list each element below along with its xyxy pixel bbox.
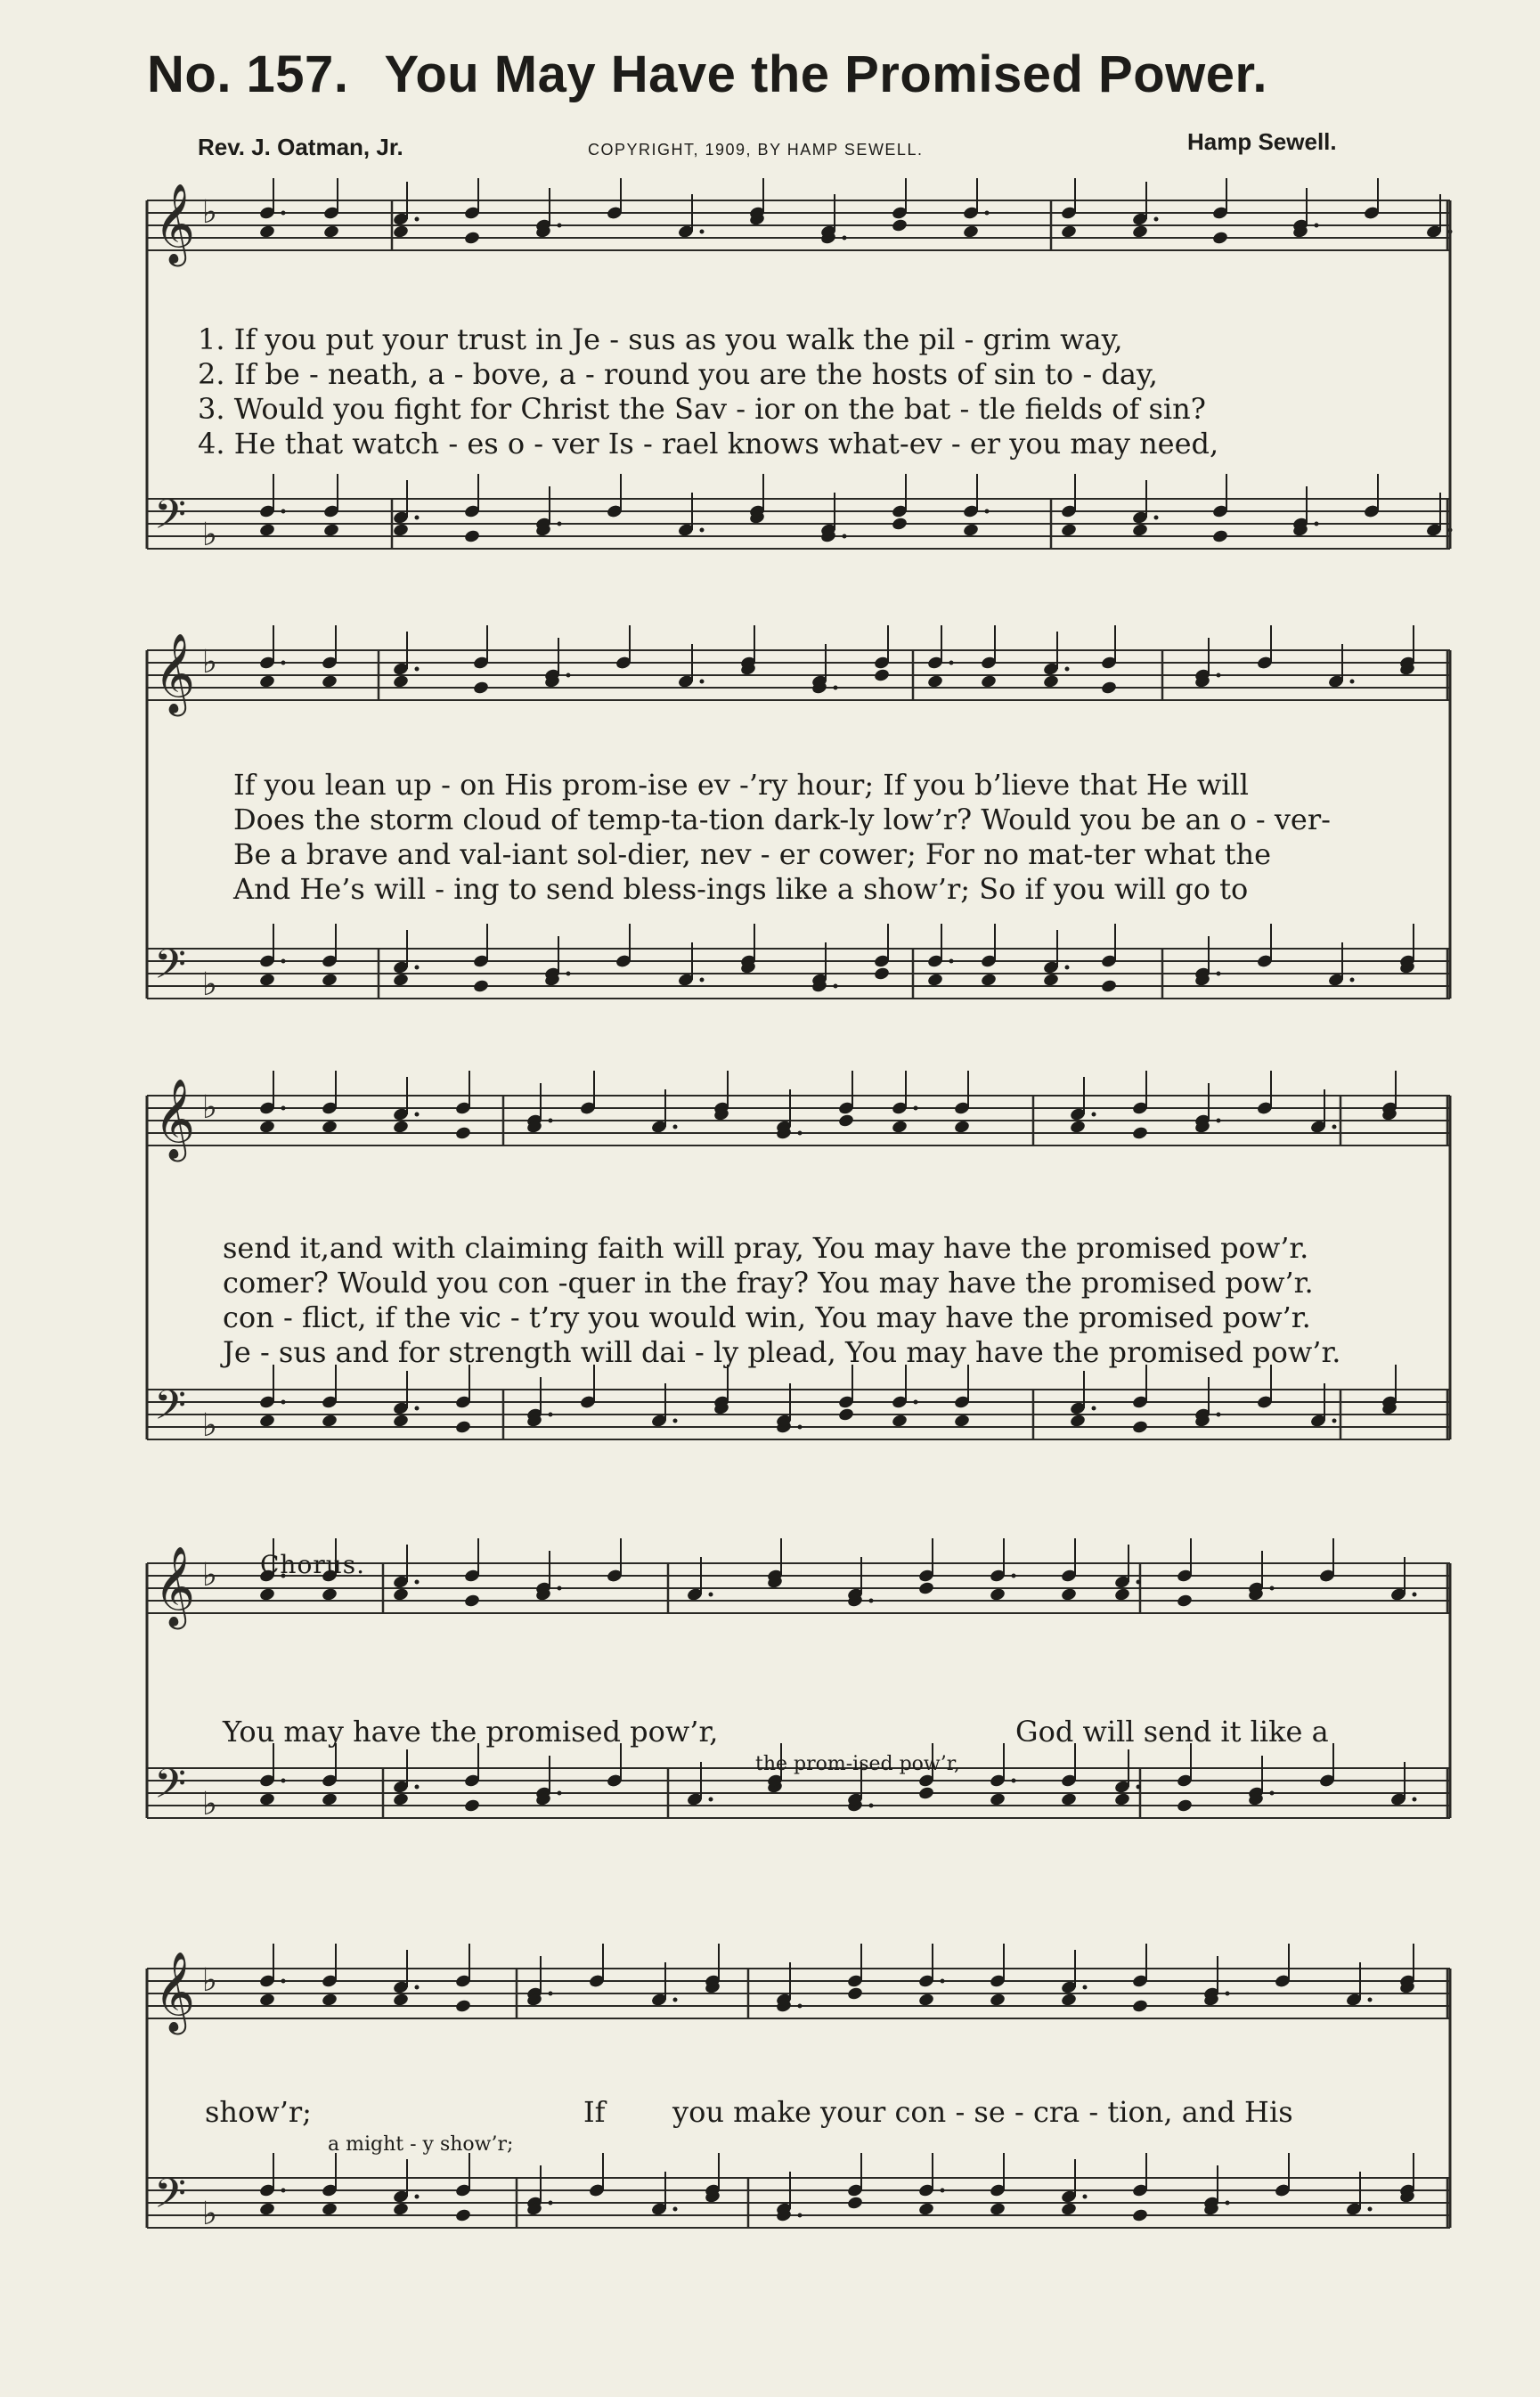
hymn-title-text: You May Have the Promised Power. (384, 45, 1268, 103)
note-head-icon (837, 1407, 854, 1423)
treble-clef-icon: 𝄞 (154, 183, 196, 264)
dot-icon (549, 1119, 553, 1123)
note-head-icon (980, 674, 997, 689)
dot-icon (798, 1131, 803, 1136)
dot-icon (1083, 1985, 1088, 1990)
dot-icon (1092, 1113, 1096, 1117)
note-head-icon (1060, 1792, 1077, 1807)
dot-icon (1217, 1119, 1221, 1123)
dot-icon (415, 2195, 420, 2199)
grand-staff-5 (0, 1933, 1540, 2378)
note-head-icon (321, 1414, 338, 1429)
dot-icon (834, 686, 838, 690)
dot-icon (549, 2201, 553, 2205)
note-head-icon (1100, 681, 1117, 696)
note-head-icon (321, 1587, 338, 1602)
note-head-icon (917, 1786, 934, 1801)
copyright-notice: COPYRIGHT, 1909, BY HAMP SEWELL. (588, 141, 924, 159)
note-head-icon (917, 2202, 934, 2217)
dot-icon (1137, 1785, 1141, 1790)
flat-key-signature-icon: ♭ (202, 1089, 217, 1126)
note-head-icon (1069, 1414, 1086, 1429)
bass-clef-icon: 𝄢 (154, 1382, 187, 1439)
note-head-icon (258, 674, 275, 689)
dot-icon (281, 1979, 286, 1984)
dot-icon (700, 528, 705, 533)
treble-clef-icon: 𝄞 (154, 633, 196, 713)
dot-icon (1413, 1593, 1417, 1597)
dot-icon (1065, 667, 1070, 672)
note-head-icon (1131, 523, 1148, 538)
note-head-icon (322, 224, 339, 240)
note-head-icon (1113, 1792, 1130, 1807)
dot-icon (673, 1419, 678, 1423)
note-head-icon (321, 973, 338, 988)
lyric-verse-1-line-3: send it,and with claiming faith will pray, You may have the promised pow’r. (223, 1231, 1309, 1265)
lyric-verse-3-line-1: 3. Would you fight for Christ the Sav - ior on the bat - tle fields of sin? (198, 392, 1206, 426)
flat-key-signature-icon: ♭ (202, 1557, 217, 1594)
note-head-icon (1211, 529, 1228, 544)
dot-icon (1137, 1580, 1141, 1585)
dot-icon (1226, 2201, 1230, 2205)
note-head-icon (1176, 1594, 1193, 1609)
bass-clef-icon: 𝄢 (154, 2170, 187, 2228)
dot-icon (949, 959, 954, 964)
dot-icon (869, 1599, 874, 1603)
note-head-icon (454, 1126, 471, 1141)
note-head-icon (258, 523, 275, 538)
note-head-icon (1176, 1798, 1193, 1814)
note-head-icon (989, 1587, 1006, 1602)
lyric-verse-2-line-2: Does the storm cloud of temp-ta-tion dark-ly low’r? Would you be an o - ver- (233, 803, 1331, 836)
note-head-icon (472, 681, 489, 696)
note-head-icon (392, 224, 409, 240)
treble-clef-icon: 𝄞 (154, 1079, 196, 1159)
dot-icon (1154, 516, 1159, 520)
lyric-verse-2-line-1: 2. If be - neath, a - bove, a - round you are the hosts of sin to - day, (198, 357, 1158, 391)
dot-icon (549, 1413, 553, 1417)
note-head-icon (1060, 224, 1077, 240)
composer-credit: Hamp Sewell. (1187, 128, 1337, 155)
dot-icon (1012, 1574, 1016, 1578)
music-system-2 (0, 624, 1540, 1051)
note-head-icon (873, 966, 890, 982)
lyric-verse-4-line-3: Je - sus and for strength will dai - ly plead, You may have the promised pow’r. (223, 1335, 1341, 1369)
flat-key-signature-icon: ♭ (202, 966, 217, 1003)
dot-icon (1368, 2207, 1373, 2212)
dot-icon (1332, 1125, 1337, 1129)
note-head-icon (837, 1113, 854, 1129)
dot-icon (281, 1779, 286, 1783)
dot-icon (415, 1580, 420, 1585)
flat-key-signature-icon: ♭ (202, 644, 217, 681)
lyric-verse-4-line-2: And He’s will - ing to send bless-ings like a show’r; So if you will go to (233, 872, 1249, 906)
flat-key-signature-icon: ♭ (202, 194, 217, 231)
note-head-icon (1060, 523, 1077, 538)
dot-icon (558, 224, 562, 228)
chorus-lyric-line-2a: show’r; (205, 2095, 312, 2129)
note-head-icon (891, 1414, 908, 1429)
dot-icon (415, 1785, 420, 1790)
hymn-title (147, 45, 1267, 104)
bass-clef-icon: 𝄢 (154, 491, 187, 549)
note-head-icon (1060, 2202, 1077, 2217)
note-head-icon (258, 1587, 275, 1602)
note-head-icon (392, 1120, 409, 1135)
note-head-icon (321, 1993, 338, 2008)
note-head-icon (454, 1420, 471, 1435)
dot-icon (700, 680, 705, 684)
dot-icon (566, 673, 571, 678)
dot-icon (941, 1979, 945, 1984)
note-head-icon (962, 224, 979, 240)
note-head-icon (1113, 1587, 1130, 1602)
dot-icon (281, 2189, 286, 2193)
note-head-icon (1060, 1587, 1077, 1602)
dot-icon (566, 972, 571, 976)
lyric-verse-1-line-1: 1. If you put your trust in Je - sus as you walk the pil - grim way, (198, 322, 1123, 356)
note-head-icon (1131, 1999, 1148, 2014)
dot-icon (673, 2207, 678, 2212)
note-head-icon (322, 523, 339, 538)
dot-icon (709, 1593, 713, 1597)
note-head-icon (1100, 979, 1117, 994)
dot-icon (1315, 224, 1319, 228)
lyric-verse-3-line-2: Be a brave and val-iant sol-dier, nev - er cower; For no mat-ter what the (233, 837, 1271, 871)
music-system-5 (0, 1933, 1540, 2378)
dot-icon (281, 510, 286, 514)
dot-icon (281, 211, 286, 216)
note-head-icon (1211, 231, 1228, 246)
flat-key-signature-icon: ♭ (202, 517, 217, 553)
note-head-icon (1131, 1126, 1148, 1141)
dot-icon (869, 1804, 874, 1808)
chorus-lyric-line-1b: God will send it like a (1015, 1715, 1329, 1749)
dot-icon (843, 534, 847, 539)
note-head-icon (891, 517, 908, 532)
dot-icon (1092, 1406, 1096, 1411)
note-head-icon (258, 973, 275, 988)
note-head-icon (258, 1120, 275, 1135)
dot-icon (1217, 673, 1221, 678)
chorus-lyric-line-2b: If (583, 2095, 606, 2129)
note-head-icon (917, 1993, 934, 2008)
dot-icon (985, 510, 990, 514)
note-head-icon (463, 231, 480, 246)
note-head-icon (258, 1993, 275, 2008)
dot-icon (281, 1106, 286, 1111)
dot-icon (415, 516, 420, 520)
note-head-icon (1131, 224, 1148, 240)
note-head-icon (846, 1986, 863, 2002)
dot-icon (415, 1985, 420, 1990)
note-head-icon (1060, 1993, 1077, 2008)
dot-icon (1350, 978, 1355, 982)
dot-icon (941, 2189, 945, 2193)
note-head-icon (454, 2208, 471, 2223)
dot-icon (798, 2214, 803, 2218)
dot-icon (834, 984, 838, 989)
lyricist-credit: Rev. J. Oatman, Jr. (198, 134, 403, 160)
note-head-icon (392, 1587, 409, 1602)
note-head-icon (953, 1120, 970, 1135)
flat-key-signature-icon: ♭ (202, 2196, 217, 2232)
dot-icon (558, 1586, 562, 1591)
dot-icon (985, 211, 990, 216)
note-head-icon (891, 218, 908, 233)
note-head-icon (392, 973, 409, 988)
dot-icon (1270, 1791, 1275, 1796)
dot-icon (281, 1400, 286, 1405)
note-head-icon (1131, 1420, 1148, 1435)
dot-icon (798, 1425, 803, 1430)
note-head-icon (392, 1414, 409, 1429)
chorus-echo-line-1: the prom-ised pow’r, (755, 1753, 960, 1775)
flat-key-signature-icon: ♭ (202, 1407, 217, 1444)
note-head-icon (1131, 2208, 1148, 2223)
dot-icon (949, 661, 954, 665)
music-system-4 (0, 1514, 1540, 1915)
dot-icon (1217, 972, 1221, 976)
note-head-icon (321, 674, 338, 689)
dot-icon (1012, 1779, 1016, 1783)
dot-icon (1413, 1798, 1417, 1802)
dot-icon (798, 2004, 803, 2009)
note-head-icon (321, 1120, 338, 1135)
note-head-icon (321, 1792, 338, 1807)
note-head-icon (258, 1414, 275, 1429)
flat-key-signature-icon: ♭ (202, 1786, 217, 1822)
flat-key-signature-icon: ♭ (202, 1962, 217, 1999)
dot-icon (1332, 1419, 1337, 1423)
note-head-icon (1042, 973, 1059, 988)
dot-icon (1154, 217, 1159, 222)
note-head-icon (392, 1792, 409, 1807)
note-head-icon (891, 1120, 908, 1135)
dot-icon (673, 1125, 678, 1129)
note-head-icon (1069, 1120, 1086, 1135)
chorus-lyric-line-2c: you make your con - se - cra - tion, and His (672, 2095, 1293, 2129)
note-head-icon (926, 973, 943, 988)
lyric-verse-1-line-2: If you lean up - on His prom-ise ev -’ry hour; If you b’lieve that He will (233, 768, 1249, 802)
dot-icon (281, 959, 286, 964)
note-head-icon (321, 2202, 338, 2217)
note-head-icon (989, 1993, 1006, 2008)
music-system-1 (0, 178, 1540, 606)
note-head-icon (258, 1792, 275, 1807)
lyric-verse-3-line-3: con - flict, if the vic - t’ry you would win, You may have the promised pow’r. (223, 1300, 1311, 1334)
note-head-icon (463, 529, 480, 544)
note-head-icon (392, 523, 409, 538)
note-head-icon (392, 1993, 409, 2008)
note-head-icon (258, 2202, 275, 2217)
note-head-icon (846, 2196, 863, 2211)
dot-icon (1270, 1586, 1275, 1591)
note-head-icon (989, 1792, 1006, 1807)
note-head-icon (472, 979, 489, 994)
dot-icon (1315, 522, 1319, 526)
note-head-icon (873, 668, 890, 683)
lyric-verse-4-line-1: 4. He that watch - es o - ver Is - rael knows what-ev - er you may need, (198, 427, 1219, 461)
chorus-label: Chorus. (260, 1550, 366, 1579)
dot-icon (1217, 1413, 1221, 1417)
note-head-icon (917, 1581, 934, 1596)
dot-icon (415, 1406, 420, 1411)
music-system-3 (0, 1069, 1540, 1496)
lyric-verse-2-line-3: comer? Would you con -quer in the fray? You may have the promised pow’r. (223, 1266, 1314, 1300)
dot-icon (914, 1400, 918, 1405)
note-head-icon (392, 2202, 409, 2217)
bass-clef-icon: 𝄢 (154, 941, 187, 999)
treble-clef-icon: 𝄞 (154, 1952, 196, 2032)
dot-icon (1368, 1998, 1373, 2002)
dot-icon (558, 522, 562, 526)
note-head-icon (980, 973, 997, 988)
note-head-icon (953, 1414, 970, 1429)
dot-icon (700, 978, 705, 982)
note-head-icon (1042, 674, 1059, 689)
dot-icon (673, 1998, 678, 2002)
dot-icon (281, 661, 286, 665)
treble-clef-icon: 𝄞 (154, 1546, 196, 1627)
hymn-number: No. 157. (147, 45, 349, 103)
dot-icon (415, 966, 420, 970)
note-head-icon (258, 224, 275, 240)
dot-icon (1350, 680, 1355, 684)
dot-icon (1083, 2195, 1088, 2199)
bass-clef-icon: 𝄢 (154, 1760, 187, 1818)
dot-icon (709, 1798, 713, 1802)
note-head-icon (463, 1594, 480, 1609)
dot-icon (1226, 1992, 1230, 1996)
note-head-icon (989, 2202, 1006, 2217)
dot-icon (558, 1791, 562, 1796)
chorus-lyric-line-1a: You may have the promised pow’r, (223, 1715, 719, 1749)
note-head-icon (392, 674, 409, 689)
note-head-icon (463, 1798, 480, 1814)
dot-icon (1065, 966, 1070, 970)
dot-icon (914, 1106, 918, 1111)
dot-icon (700, 230, 705, 234)
note-head-icon (926, 674, 943, 689)
dot-icon (415, 667, 420, 672)
note-head-icon (454, 1999, 471, 2014)
note-head-icon (962, 523, 979, 538)
dot-icon (549, 1992, 553, 1996)
dot-icon (843, 236, 847, 241)
dot-icon (415, 217, 420, 222)
dot-icon (415, 1113, 420, 1117)
chorus-echo-line-2: a might - y show’r; (328, 2133, 514, 2156)
